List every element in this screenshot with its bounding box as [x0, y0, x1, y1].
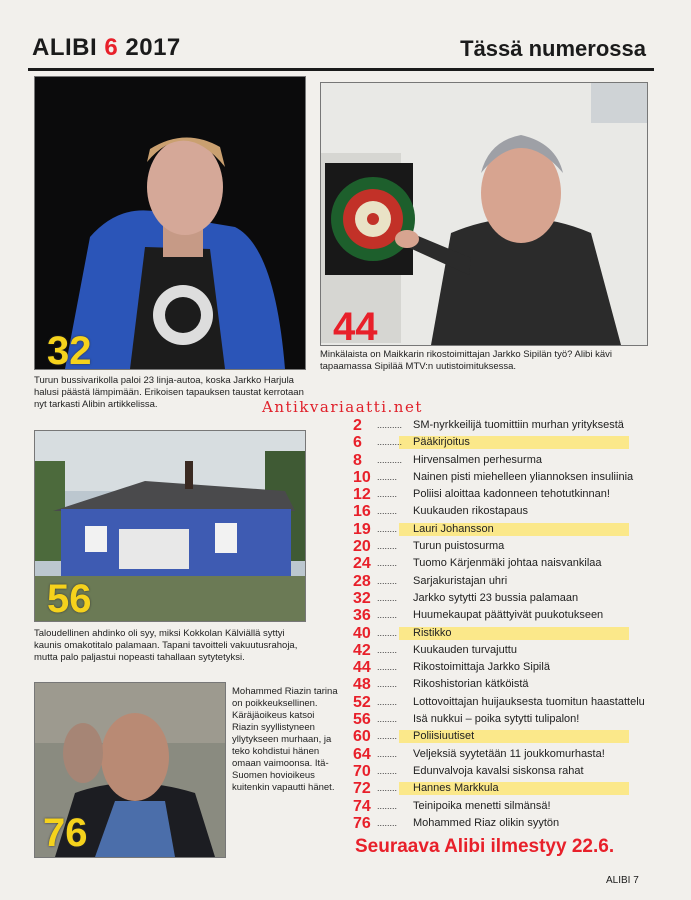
- toc-article-title: Poliisi aloittaa kadonneen tehotutkinnan!: [413, 488, 610, 501]
- toc-entry: [353, 728, 653, 745]
- toc-page-number: 42: [353, 641, 371, 659]
- photo-page-number: 56: [47, 577, 92, 621]
- toc-article-title: Mohammed Riaz olikin syytön: [413, 816, 560, 829]
- toc-article-title: Teinipoika menetti silmänsä!: [413, 799, 551, 812]
- toc-entry: [353, 711, 653, 728]
- man-in-jacket-image: [35, 77, 305, 369]
- toc-page-number: 6: [353, 434, 362, 452]
- toc-leader-dots: ........: [377, 592, 398, 603]
- toc-leader-dots: ........: [377, 783, 398, 794]
- page-header: [20, 30, 670, 66]
- toc-entry: [353, 694, 653, 711]
- toc-page-number: 40: [353, 624, 371, 642]
- toc-entry: [353, 521, 653, 538]
- toc-page-number: 12: [353, 486, 371, 504]
- toc-entry: [353, 452, 653, 469]
- toc-leader-dots: ........: [377, 817, 398, 828]
- photo-burned-house: [34, 430, 306, 622]
- toc-leader-dots: ........: [377, 575, 398, 586]
- toc-page-number: 8: [353, 451, 362, 469]
- toc-page-number: 20: [353, 538, 371, 556]
- toc-entry: [353, 625, 653, 642]
- toc-entry: [353, 503, 653, 520]
- toc-article-title: Poliisiuutiset: [413, 730, 475, 743]
- toc-page-number: 72: [353, 780, 371, 798]
- photo-caption: Turun bussivarikolla paloi 23 linja-autoa, koska Jarkko Harjula halusi päästä lämpimään. Erikoisen tapauksen taustat kerrotaan nyt tarkasti Alibin artikkelissa.: [34, 375, 304, 410]
- toc-leader-dots: ........: [377, 748, 398, 759]
- photo-bus-arson: [34, 76, 306, 370]
- magazine-issue: [32, 34, 181, 62]
- toc-page-number: 56: [353, 711, 371, 729]
- table-of-contents: [353, 417, 653, 832]
- photo-page-number: 76: [43, 811, 88, 855]
- toc-leader-dots: ........: [377, 800, 398, 811]
- toc-page-number: 36: [353, 607, 371, 625]
- toc-page-number: 32: [353, 589, 371, 607]
- photo-caption: Taloudellinen ahdinko oli syy, miksi Kokkolan Kälviällä syttyi kaunis omakotitalo palamaan. Tapani tavoitteli vakuutusrahoja, mutta palo paljastui nopeasti tahallaan sytytetyksi.: [34, 628, 298, 663]
- toc-page-number: 52: [353, 693, 371, 711]
- toc-entry: [353, 659, 653, 676]
- photo-page-number: 32: [47, 329, 92, 370]
- page-footer: ALIBI 7: [606, 875, 639, 886]
- toc-leader-dots: ........: [377, 541, 398, 552]
- toc-entry: [353, 469, 653, 486]
- toc-entry: [353, 798, 653, 815]
- toc-leader-dots: ..........: [377, 454, 403, 465]
- toc-entry: [353, 607, 653, 624]
- toc-leader-dots: ........: [377, 696, 398, 707]
- toc-leader-dots: ........: [377, 610, 398, 621]
- toc-page-number: 74: [353, 797, 371, 815]
- toc-leader-dots: ........: [377, 662, 398, 673]
- next-issue-notice: Seuraava Alibi ilmestyy 22.6.: [355, 836, 615, 857]
- toc-article-title: Isä nukkui – poika sytytti tulipalon!: [413, 713, 580, 726]
- toc-article-title: Nainen pisti miehelleen yliannoksen insuliinia: [413, 470, 634, 483]
- toc-entry: [353, 815, 653, 832]
- toc-entry: [353, 590, 653, 607]
- toc-page-number: 28: [353, 572, 371, 590]
- toc-article-title: Tuomo Kärjenmäki johtaa naisvankilaa: [413, 557, 602, 570]
- toc-page-number: 60: [353, 728, 371, 746]
- toc-article-title: Pääkirjoitus: [413, 436, 470, 449]
- toc-leader-dots: ..........: [377, 437, 403, 448]
- header-divider: [28, 68, 654, 71]
- toc-article-title: Rikoshistorian kätköistä: [413, 678, 529, 691]
- toc-entry: [353, 780, 653, 797]
- toc-article-title: Lauri Johansson: [413, 522, 494, 535]
- photo-caption: Minkälaista on Maikkarin rikostoimittajan Jarkko Sipilän työ? Alibi kävi tapaamassa Sipilää MTV:n uutistoimituksessa.: [320, 349, 612, 372]
- toc-page-number: 24: [353, 555, 371, 573]
- brand-name: ALIBI: [32, 34, 98, 61]
- toc-leader-dots: ........: [377, 644, 398, 655]
- photo-page-number: 44: [333, 305, 378, 346]
- photo-mohammed-riaz: [34, 682, 226, 858]
- toc-page-number: 76: [353, 814, 371, 832]
- toc-page-number: 10: [353, 468, 371, 486]
- toc-article-title: Veljeksiä syytetään 11 joukkomurhasta!: [413, 747, 605, 760]
- toc-entry: [353, 555, 653, 572]
- toc-leader-dots: ..........: [377, 420, 403, 430]
- watermark: Antikvariaatti.net: [262, 398, 423, 416]
- toc-entry: [353, 573, 653, 590]
- toc-article-title: Hannes Markkula: [413, 782, 499, 795]
- toc-entry: [353, 538, 653, 555]
- toc-leader-dots: ........: [377, 714, 398, 725]
- toc-leader-dots: ........: [377, 506, 398, 517]
- toc-article-title: Hirvensalmen perhesurma: [413, 453, 542, 466]
- toc-leader-dots: ........: [377, 679, 398, 690]
- toc-entry: [353, 486, 653, 503]
- issue-number: 6: [104, 34, 119, 61]
- toc-article-title: Sarjakuristajan uhri: [413, 574, 508, 587]
- page-title: Tässä numerossa: [460, 36, 646, 61]
- toc-article-title: Kuukauden turvajuttu: [413, 643, 517, 656]
- toc-entry: [353, 763, 653, 780]
- toc-leader-dots: ........: [377, 558, 398, 569]
- toc-page-number: 48: [353, 676, 371, 694]
- toc-article-title: Turun puistosurma: [413, 540, 505, 553]
- photo-crime-reporter: [320, 82, 648, 346]
- toc-leader-dots: ........: [377, 627, 398, 638]
- toc-page-number: 16: [353, 503, 371, 521]
- toc-page-number: 2: [353, 417, 362, 434]
- toc-entry: [353, 434, 653, 451]
- toc-page-number: 64: [353, 745, 371, 763]
- toc-article-title: Huumekaupat päättyivät puukotukseen: [413, 609, 604, 622]
- toc-leader-dots: ........: [377, 523, 398, 534]
- toc-entry: [353, 642, 653, 659]
- toc-page-number: 19: [353, 520, 371, 538]
- toc-page-number: 44: [353, 659, 371, 677]
- toc-article-title: Ristikko: [413, 626, 452, 639]
- toc-article-title: Edunvalvoja kavalsi siskonsa rahat: [413, 764, 584, 777]
- photo-caption: Mohammed Riazin tarina on poikkeuksellinen. Käräjäoikeus katsoi Riazin syyllistyneen yllytykseen murhaan, ja teko kohdistui hänen omaan vaimoonsa. Itä-Suomen hovioikeus kuitenkin vapautti hänet.: [232, 686, 338, 793]
- issue-year: 2017: [125, 34, 181, 61]
- toc-article-title: Rikostoimittaja Jarkko Sipilä: [413, 661, 550, 674]
- toc-article-title: SM-nyrkkeilijä tuomittiin murhan yrityksestä: [413, 419, 624, 431]
- toc-article-title: Jarkko sytytti 23 bussia palamaan: [413, 591, 579, 604]
- toc-leader-dots: ........: [377, 471, 398, 482]
- toc-entry: [353, 746, 653, 763]
- toc-page-number: 70: [353, 762, 371, 780]
- toc-article-title: Lottovoittajan huijauksesta tuomitun haastattelu: [413, 695, 645, 708]
- toc-entry: [353, 417, 653, 434]
- toc-leader-dots: ........: [377, 765, 398, 776]
- toc-leader-dots: ........: [377, 489, 398, 500]
- toc-article-title: Kuukauden rikostapaus: [413, 505, 528, 518]
- toc-leader-dots: ........: [377, 731, 398, 742]
- toc-entry: [353, 676, 653, 693]
